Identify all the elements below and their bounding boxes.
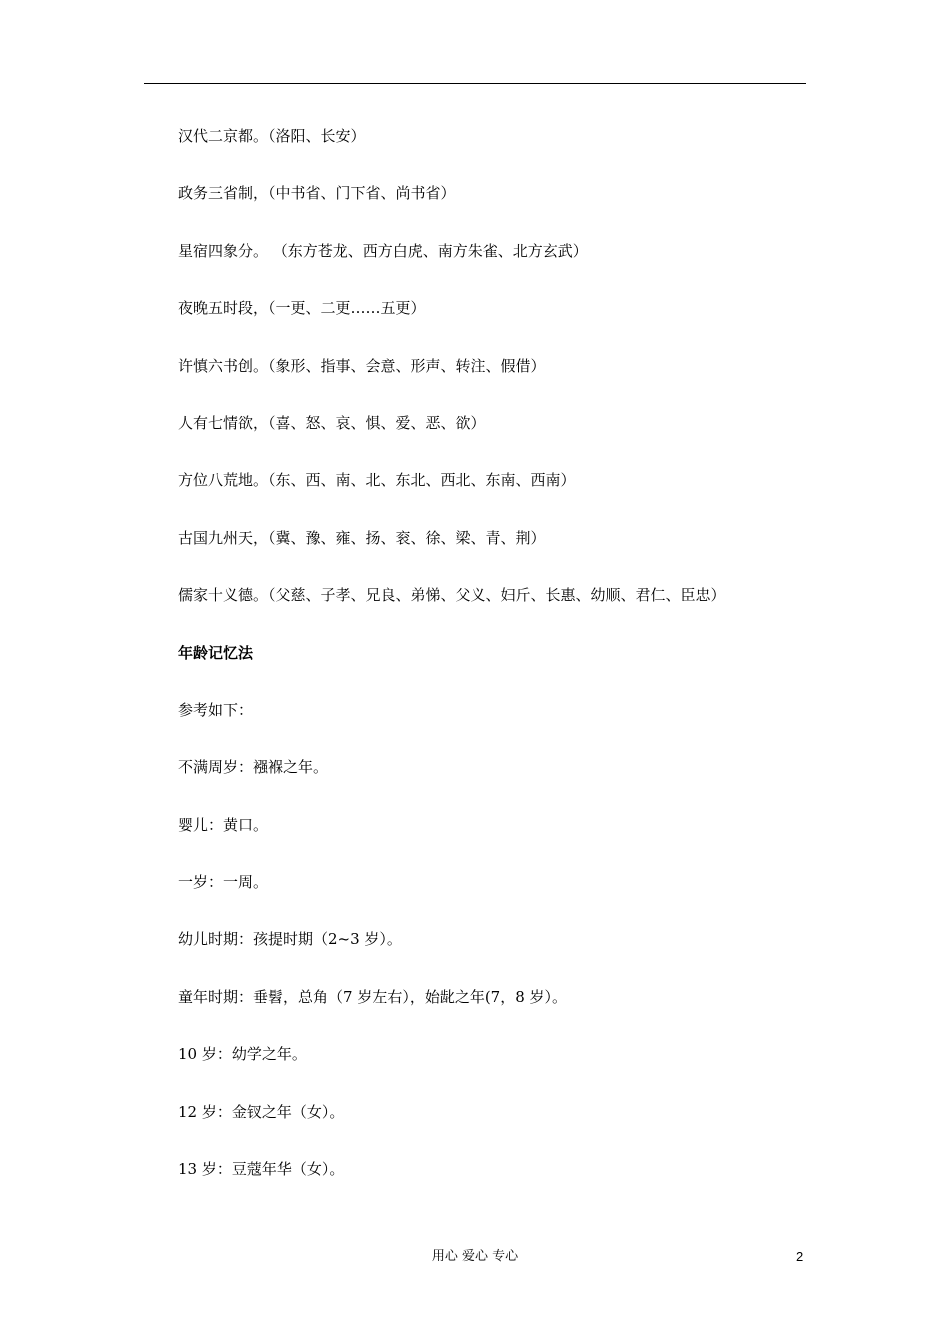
text-line: 10 岁：幼学之年。: [178, 1045, 307, 1064]
text-line: 婴儿：黄口。: [178, 815, 269, 834]
text-line: 星宿四象分。 （东方苍龙、西方白虎、南方朱雀、北方玄武）: [178, 241, 588, 260]
text-line: 许慎六书创。（象形、指事、会意、形声、转注、假借）: [178, 356, 546, 375]
header-rule: [144, 83, 806, 84]
text-line: 古国九州天，（冀、豫、雍、扬、衮、徐、梁、青、荆）: [178, 528, 546, 547]
text-line: 方位八荒地。（东、西、南、北、东北、西北、东南、西南）: [178, 471, 576, 490]
text-line: 幼儿时期：孩提时期（2~3 岁）。: [178, 930, 402, 949]
text-line: 儒家十义德。（父慈、子孝、兄良、弟悌、父义、妇斤、长惠、幼顺、君仁、臣忠）: [178, 586, 726, 605]
text-line: 人有七情欲，（喜、怒、哀、惧、爱、恶、欲）: [178, 413, 486, 432]
document-body: [178, 124, 818, 1214]
text-line: 童年时期：垂髫，总角（7 岁左右），始龀之年(7，8 岁）。: [178, 987, 568, 1006]
text-line: 13 岁：豆蔻年华（女）。: [178, 1160, 345, 1179]
text-line: 夜晚五时段，（一更、二更……五更）: [178, 299, 426, 318]
section-heading: 年龄记忆法: [178, 643, 254, 662]
page-number: 2: [796, 1249, 804, 1264]
text-line: 政务三省制，（中书省、门下省、尚书省）: [178, 184, 456, 203]
text-line: 汉代二京都。（洛阳、长安）: [178, 127, 366, 145]
text-line: 不满周岁：襁褓之年。: [178, 758, 329, 777]
footer-text: 用心 爱心 专心: [431, 1249, 519, 1264]
text-line: 参考如下：: [178, 700, 254, 719]
text-line: 12 岁：金钗之年（女）。: [178, 1102, 345, 1121]
text-line: 一岁：一周。: [178, 873, 269, 892]
